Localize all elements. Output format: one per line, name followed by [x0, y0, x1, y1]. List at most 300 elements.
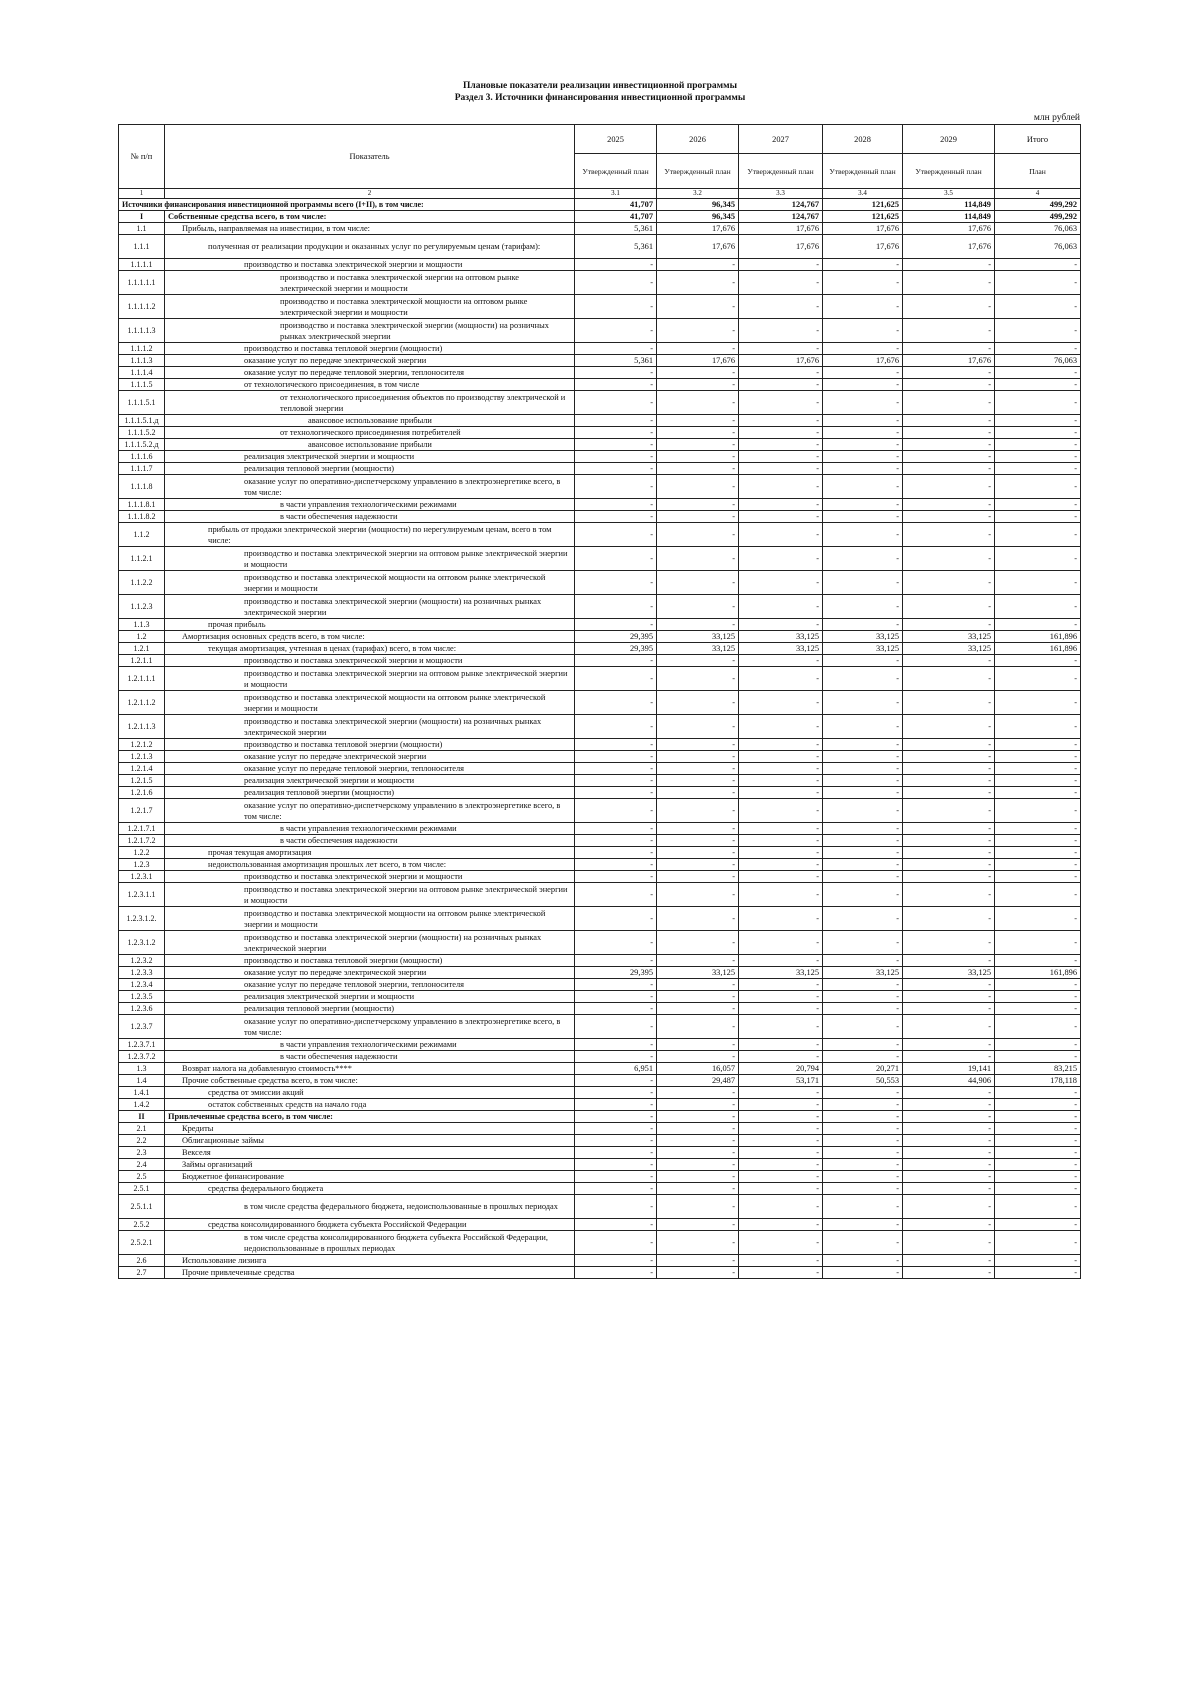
row-code: 1.1.3 [119, 619, 165, 631]
row-year-value: - [739, 991, 823, 1003]
row-year-value: - [739, 391, 823, 415]
row-year-value: - [903, 931, 995, 955]
row-code: 1.1.2.3 [119, 595, 165, 619]
row-year-value: - [903, 547, 995, 571]
row-year-value: - [823, 1015, 903, 1039]
row-year-value: - [575, 1111, 657, 1123]
row-year-value: - [739, 1087, 823, 1099]
row-year-value: - [903, 523, 995, 547]
header-year: 2027 [739, 125, 823, 154]
row-year-value: - [823, 883, 903, 907]
row-year-value: - [739, 463, 823, 475]
row-year-value: - [575, 547, 657, 571]
row-code: 1.1.1.1.3 [119, 319, 165, 343]
row-year-value: - [657, 319, 739, 343]
row-code: 1.2.3 [119, 859, 165, 871]
table-row [119, 1147, 1081, 1159]
row-code: 1.2.3.2 [119, 955, 165, 967]
row-total-value: - [995, 655, 1081, 667]
row-year-value: 41,707 [575, 211, 657, 223]
row-year-value: - [739, 907, 823, 931]
row-year-value: - [823, 1123, 903, 1135]
row-total-value: - [995, 763, 1081, 775]
header-col-number: 3.5 [903, 189, 995, 199]
row-indicator: производство и поставка электрической энергии на оптовом рынке электрической энергии и мощности [165, 883, 575, 907]
row-year-value: - [823, 1231, 903, 1255]
row-year-value: 17,676 [657, 235, 739, 259]
row-year-value: - [657, 571, 739, 595]
row-total-value: - [995, 1231, 1081, 1255]
row-year-value: - [903, 1255, 995, 1267]
row-year-value: - [575, 1231, 657, 1255]
row-total-value: - [995, 619, 1081, 631]
row-year-value: - [575, 787, 657, 799]
row-year-value: - [575, 715, 657, 739]
row-year-value: - [903, 1123, 995, 1135]
row-year-value: - [823, 463, 903, 475]
row-year-value: - [739, 319, 823, 343]
row-indicator: производство и поставка электрической мощности на оптовом рынке электрической энергии и мощности [165, 571, 575, 595]
row-year-value: - [575, 1039, 657, 1051]
row-year-value: - [575, 391, 657, 415]
table-row [119, 427, 1081, 439]
row-year-value: - [575, 1075, 657, 1087]
row-year-value: - [739, 931, 823, 955]
row-year-value: - [657, 499, 739, 511]
row-code: 1.2.3.4 [119, 979, 165, 991]
table-row [119, 955, 1081, 967]
row-code: 1.2.2 [119, 847, 165, 859]
row-year-value: - [823, 835, 903, 847]
row-year-value: - [823, 415, 903, 427]
row-year-value: - [657, 907, 739, 931]
row-year-value: - [739, 667, 823, 691]
row-code: 1.1 [119, 223, 165, 235]
row-year-value: - [903, 955, 995, 967]
row-year-value: - [823, 691, 903, 715]
row-year-value: - [823, 955, 903, 967]
row-total-value: - [995, 271, 1081, 295]
row-year-value: - [739, 499, 823, 511]
row-code: 1.4.1 [119, 1087, 165, 1099]
table-row [119, 1039, 1081, 1051]
row-year-value: - [575, 979, 657, 991]
row-code: 1.2.1.7.1 [119, 823, 165, 835]
row-year-value: - [903, 463, 995, 475]
row-code: 2.5.1.1 [119, 1195, 165, 1219]
row-code: 1.1.1.8 [119, 475, 165, 499]
row-year-value: - [657, 1003, 739, 1015]
section-title: Раздел 3. Источники финансирования инвестиционной программы [454, 93, 746, 103]
row-total-value: - [995, 979, 1081, 991]
row-year-value: - [823, 847, 903, 859]
row-total-value: - [995, 1147, 1081, 1159]
table-row [119, 763, 1081, 775]
row-total-value: - [995, 415, 1081, 427]
row-year-value: - [657, 295, 739, 319]
header-year: 2025 [575, 125, 657, 154]
row-indicator: прочая текущая амортизация [165, 847, 575, 859]
row-year-value: - [739, 439, 823, 451]
row-indicator: Использование лизинга [165, 1255, 575, 1267]
row-year-value: 33,125 [823, 967, 903, 979]
row-indicator: недоиспользованная амортизация прошлых лет всего, в том числе: [165, 859, 575, 871]
table-row [119, 871, 1081, 883]
row-year-value: - [903, 667, 995, 691]
row-year-value: - [823, 823, 903, 835]
row-year-value: - [823, 1111, 903, 1123]
row-year-value: 96,345 [657, 211, 739, 223]
row-year-value: - [575, 1183, 657, 1195]
row-year-value: - [903, 1219, 995, 1231]
row-year-value: - [739, 859, 823, 871]
row-year-value: 33,125 [903, 967, 995, 979]
row-code: 1.2.1.6 [119, 787, 165, 799]
row-year-value: - [575, 367, 657, 379]
row-year-value: - [739, 1159, 823, 1171]
row-year-value: - [823, 391, 903, 415]
table-row [119, 751, 1081, 763]
row-year-value: - [575, 1087, 657, 1099]
row-code: 2.5 [119, 1171, 165, 1183]
row-year-value: - [739, 547, 823, 571]
row-year-value: - [575, 295, 657, 319]
row-indicator: производство и поставка тепловой энергии (мощности) [165, 739, 575, 751]
row-year-value: 29,395 [575, 631, 657, 643]
table-row [119, 1231, 1081, 1255]
row-total-value: - [995, 1003, 1081, 1015]
row-year-value: - [739, 427, 823, 439]
row-year-value: 19,141 [903, 1063, 995, 1075]
row-year-value: 53,171 [739, 1075, 823, 1087]
row-indicator: реализация тепловой энергии (мощности) [165, 463, 575, 475]
row-year-value: - [903, 787, 995, 799]
row-total-value: - [995, 847, 1081, 859]
row-year-value: - [903, 847, 995, 859]
row-code: 1.2.1.1.1 [119, 667, 165, 691]
row-year-value: - [575, 859, 657, 871]
row-code: I [119, 211, 165, 223]
header-col-number: 1 [119, 189, 165, 199]
row-code: 1.1.1.7 [119, 463, 165, 475]
row-year-value: - [575, 1051, 657, 1063]
row-year-value: 33,125 [823, 631, 903, 643]
header-plan: Утвержденный план [657, 154, 739, 189]
row-total-value: - [995, 775, 1081, 787]
table-row [119, 1171, 1081, 1183]
row-indicator: оказание услуг по передаче электрической энергии [165, 355, 575, 367]
row-total-value: - [995, 1219, 1081, 1231]
row-total-value: - [995, 859, 1081, 871]
row-year-value: - [657, 799, 739, 823]
row-year-value: - [657, 667, 739, 691]
row-year-value: - [657, 883, 739, 907]
row-year-value: - [657, 415, 739, 427]
row-indicator: оказание услуг по передаче электрической энергии [165, 967, 575, 979]
row-indicator: реализация электрической энергии и мощности [165, 991, 575, 1003]
row-year-value: - [575, 991, 657, 1003]
row-year-value: - [739, 595, 823, 619]
row-year-value: - [657, 1039, 739, 1051]
row-year-value: - [575, 667, 657, 691]
row-indicator: в том числе средства федерального бюджета, недоиспользованные в прошлых периодах [165, 1195, 575, 1219]
table-row [119, 1051, 1081, 1063]
row-code: 1.2.3.1 [119, 871, 165, 883]
row-year-value: - [823, 859, 903, 871]
row-indicator: Кредиты [165, 1123, 575, 1135]
row-year-value: - [903, 1231, 995, 1255]
row-total-value: - [995, 799, 1081, 823]
row-code: 1.1.1.8.2 [119, 511, 165, 523]
row-year-value: 121,625 [823, 199, 903, 211]
row-code: 2.2 [119, 1135, 165, 1147]
row-total-value: - [995, 1183, 1081, 1195]
row-year-value: - [739, 691, 823, 715]
row-year-value: - [575, 319, 657, 343]
row-year-value: - [823, 787, 903, 799]
row-code: 1.1.1.2 [119, 343, 165, 355]
row-indicator: остаток собственных средств на начало года [165, 1099, 575, 1111]
row-year-value: - [903, 871, 995, 883]
table-row [119, 463, 1081, 475]
row-total-value: - [995, 835, 1081, 847]
row-total-value: - [995, 547, 1081, 571]
row-year-value: - [657, 1099, 739, 1111]
row-year-value: - [823, 271, 903, 295]
row-year-value: - [739, 571, 823, 595]
row-year-value: - [657, 691, 739, 715]
row-total-value: - [995, 475, 1081, 499]
row-year-value: 33,125 [739, 631, 823, 643]
row-code: 1.2.3.1.2 [119, 931, 165, 955]
row-year-value: - [657, 931, 739, 955]
table-row [119, 1003, 1081, 1015]
row-year-value: 33,125 [657, 643, 739, 655]
row-code: 1.1.1.1.2 [119, 295, 165, 319]
row-total-value: - [995, 1087, 1081, 1099]
row-year-value: - [903, 1195, 995, 1219]
row-year-value: - [575, 1003, 657, 1015]
table-row [119, 991, 1081, 1003]
row-year-value: - [657, 715, 739, 739]
table-row [119, 367, 1081, 379]
table-row [119, 1015, 1081, 1039]
table-row [119, 1135, 1081, 1147]
row-year-value: - [657, 547, 739, 571]
row-year-value: - [903, 991, 995, 1003]
row-total-value: - [995, 379, 1081, 391]
row-indicator: производство и поставка электрической энергии на оптовом рынке электрической энергии и мощности [165, 547, 575, 571]
row-total-value: - [995, 427, 1081, 439]
table-row [119, 1219, 1081, 1231]
row-code: 1.2.3.7.2 [119, 1051, 165, 1063]
row-year-value: - [575, 463, 657, 475]
row-year-value: - [657, 379, 739, 391]
row-year-value: - [903, 1267, 995, 1279]
row-indicator: производство и поставка электрической энергии на оптовом рынке электрической энергии и мощности [165, 667, 575, 691]
table-row [119, 967, 1081, 979]
row-year-value: - [575, 271, 657, 295]
row-total-value: - [995, 691, 1081, 715]
row-year-value: - [823, 571, 903, 595]
table-row [119, 211, 1081, 223]
row-year-value: - [823, 667, 903, 691]
row-year-value: - [739, 271, 823, 295]
row-year-value: - [575, 619, 657, 631]
row-year-value: 29,487 [657, 1075, 739, 1087]
row-year-value: - [657, 1051, 739, 1063]
row-year-value: - [903, 1087, 995, 1099]
header-col-number: 3.3 [739, 189, 823, 199]
row-year-value: - [575, 655, 657, 667]
row-total-value: - [995, 1039, 1081, 1051]
row-indicator: реализация тепловой энергии (мощности) [165, 787, 575, 799]
row-year-value: 17,676 [903, 355, 995, 367]
row-year-value: - [575, 259, 657, 271]
row-year-value: - [575, 1159, 657, 1171]
header-plan: Утвержденный план [739, 154, 823, 189]
row-year-value: - [575, 511, 657, 523]
row-indicator: производство и поставка электрической мощности на оптовом рынке электрической энергии и мощности [165, 691, 575, 715]
row-year-value: - [575, 1171, 657, 1183]
row-year-value: - [903, 775, 995, 787]
row-year-value: - [575, 1255, 657, 1267]
row-year-value: 96,345 [657, 199, 739, 211]
row-year-value: - [823, 547, 903, 571]
row-total-value: - [995, 523, 1081, 547]
row-year-value: - [657, 835, 739, 847]
row-year-value: - [823, 1147, 903, 1159]
row-year-value: - [823, 775, 903, 787]
row-total-value: - [995, 439, 1081, 451]
row-code: II [119, 1111, 165, 1123]
row-year-value: - [657, 1255, 739, 1267]
row-total-value: - [995, 931, 1081, 955]
row-total-value: - [995, 955, 1081, 967]
row-indicator: производство и поставка электрической энергии на оптовом рынке электрической энергии и мощности [165, 271, 575, 295]
row-year-value: - [657, 1183, 739, 1195]
row-code: 2.3 [119, 1147, 165, 1159]
row-total-value: 161,896 [995, 967, 1081, 979]
row-indicator: прочая прибыль [165, 619, 575, 631]
row-code: 1.1.1.5.2.д [119, 439, 165, 451]
row-year-value: - [657, 595, 739, 619]
table-row [119, 883, 1081, 907]
row-year-value: - [739, 379, 823, 391]
row-year-value: - [657, 1123, 739, 1135]
header-plan: Утвержденный план [823, 154, 903, 189]
row-indicator: в том числе средства консолидированного бюджета субъекта Российской Федерации, недоиспользованные в прошлых периодах [165, 1231, 575, 1255]
row-year-value: - [739, 1135, 823, 1147]
row-total-value: - [995, 1171, 1081, 1183]
row-year-value: - [739, 1231, 823, 1255]
row-year-value: - [823, 523, 903, 547]
row-total-value: 178,118 [995, 1075, 1081, 1087]
row-indicator: производство и поставка электрической энергии и мощности [165, 655, 575, 667]
row-year-value: - [903, 751, 995, 763]
row-total-value: 76,063 [995, 235, 1081, 259]
row-year-value: - [739, 415, 823, 427]
row-year-value: - [575, 847, 657, 859]
row-year-value: - [903, 415, 995, 427]
row-code: 1.2.1.1.2 [119, 691, 165, 715]
header-year: 2026 [657, 125, 739, 154]
row-code: 1.2.3.1.1 [119, 883, 165, 907]
row-total-value: - [995, 1123, 1081, 1135]
table-row [119, 859, 1081, 871]
row-year-value: - [575, 835, 657, 847]
row-code: 1.2.3.1.2. [119, 907, 165, 931]
table-row [119, 655, 1081, 667]
row-indicator: производство и поставка электрической энергии (мощности) на розничных рынках электрической энергии [165, 319, 575, 343]
row-total-value: - [995, 871, 1081, 883]
row-indicator: текущая амортизация, учтенная в ценах (тарифах) всего, в том числе: [165, 643, 575, 655]
row-indicator: производство и поставка тепловой энергии (мощности) [165, 955, 575, 967]
row-year-value: - [903, 571, 995, 595]
row-code: 1.2.3.7.1 [119, 1039, 165, 1051]
row-year-value: - [657, 955, 739, 967]
row-year-value: - [739, 763, 823, 775]
header-col-number: 4 [995, 189, 1081, 199]
row-year-value: - [657, 859, 739, 871]
row-year-value: - [903, 1159, 995, 1171]
header-col-no: № п/п [119, 125, 165, 189]
row-year-value: 17,676 [739, 235, 823, 259]
row-code: 1.1.1.5.2 [119, 427, 165, 439]
row-year-value: 50,553 [823, 1075, 903, 1087]
row-indicator: в части управления технологическими режимами [165, 1039, 575, 1051]
row-year-value: - [575, 571, 657, 595]
row-year-value: 17,676 [739, 355, 823, 367]
row-year-value: 33,125 [739, 643, 823, 655]
table-row [119, 775, 1081, 787]
row-year-value: - [903, 883, 995, 907]
row-indicator: полученная от реализации продукции и оказанных услуг по регулируемым ценам (тарифам): [165, 235, 575, 259]
row-indicator: средства консолидированного бюджета субъекта Российской Федерации [165, 1219, 575, 1231]
header-year: 2028 [823, 125, 903, 154]
row-year-value: - [903, 319, 995, 343]
row-year-value: - [823, 367, 903, 379]
row-code: 1.2.1.1 [119, 655, 165, 667]
row-year-value: - [575, 415, 657, 427]
row-year-value: - [739, 259, 823, 271]
row-year-value: - [739, 295, 823, 319]
row-year-value: - [657, 751, 739, 763]
row-year-value: - [823, 1087, 903, 1099]
row-indicator: авансовое использование прибыли [165, 415, 575, 427]
row-year-value: - [823, 907, 903, 931]
row-total-value: 83,215 [995, 1063, 1081, 1075]
row-year-value: - [823, 511, 903, 523]
table-row [119, 415, 1081, 427]
table-row [119, 715, 1081, 739]
row-year-value: 33,125 [657, 967, 739, 979]
row-code: 1.1.1.1 [119, 259, 165, 271]
row-indicator: оказание услуг по оперативно-диспетчерскому управлению в электроэнергетике всего, в том числе: [165, 475, 575, 499]
row-indicator: оказание услуг по передаче тепловой энергии, теплоносителя [165, 763, 575, 775]
row-year-value: - [657, 655, 739, 667]
table-row [119, 739, 1081, 751]
row-indicator: средства от эмиссии акций [165, 1087, 575, 1099]
row-indicator: Привлеченные средства всего, в том числе: [165, 1111, 575, 1123]
table-row [119, 499, 1081, 511]
row-year-value: 5,361 [575, 355, 657, 367]
row-year-value: - [657, 619, 739, 631]
row-code: 1.1.1.5.1.д [119, 415, 165, 427]
row-year-value: - [657, 511, 739, 523]
table-row [119, 379, 1081, 391]
table-row [119, 1063, 1081, 1075]
